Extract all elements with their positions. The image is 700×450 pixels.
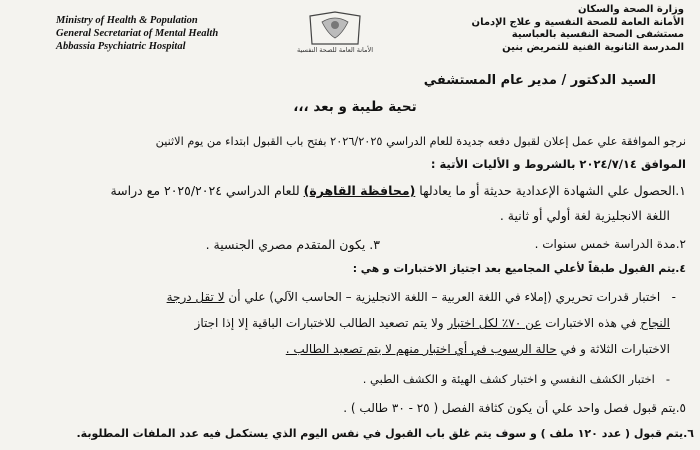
ministry-name-ar: وزارة الصحة والسكان [577,4,684,15]
bullet-dash-icon: - [658,372,670,386]
item1-governorate: (محافظة القاهرة) [303,183,416,198]
test1-text: اختبار قدرات تحريري (إملاء في اللغة العربية – اللغة الانجليزية – الحاسب الآلي) علي أن [228,290,661,304]
condition-item-3: ٣. يكون المتقدم مصري الجنسية . [205,237,380,252]
test1-percentage: عن ٧٠٪ لكل اختبار [447,316,542,330]
test1-min-grade: لا تقل درجة [166,290,225,304]
ministry-name-en: Ministry of Health & Population [56,15,198,26]
secretariat-name-ar: الأمانة العامة للصحة النفسية و علاج الإدمان [471,16,684,28]
test-1-line-3 [286,342,670,356]
hospital-name-ar: مستشفى الصحة النفسية بالعباسية [511,29,684,40]
condition-item-2: ٢.مدة الدراسة خمس سنوات . [534,237,686,251]
hospital-logo [290,10,380,58]
logo-caption: الأمانة العامة للصحة النفسية [296,46,374,54]
item1-text-a: ١.الحصول علي الشهادة الإعدادية حديثة أو ما يعادلها [419,183,686,198]
condition-item-1 [110,183,686,198]
condition-item-4-title: ٤.يتم القبول طبقاً لأعلي المجاميع بعد اجتياز الاختبارات و هي : [352,262,686,275]
secretariat-name-en: General Secretariat of Mental Health [56,28,219,39]
condition-item-1-cont: اللغة الانجليزية لغة أولي أو ثانية . [499,208,670,223]
item1-text-b: للعام الدراسي ٢٠٢٥/٢٠٢٤ مع دراسة [110,183,300,198]
test-2 [363,372,670,386]
condition-item-5: ٥.يتم قبول فصل واحد علي أن يكون كثافة الفصل ( ٢٥ - ٣٠ طالب ) . [343,401,686,415]
test-1-line-1 [167,290,676,304]
hospital-name-en: Abbassia Psychiatric Hospital [56,41,186,52]
letterhead-arabic [454,4,684,54]
test1-promotion: ولا يتم تصعيد الطالب للاختبارات الباقية إلا إذا اجتاز [194,316,444,330]
test2-text: اختبار الكشف النفسي و اختبار كشف الهيئة و الكشف الطبي . [362,372,655,386]
test1-pass-word: النجاح [640,316,670,330]
bullet-dash-icon: - [664,290,676,304]
greeting: تحية طيبة و بعد ،،، [293,99,417,115]
intro-line-1: نرجو الموافقة علي عمل إعلان لقبول دفعه جديدة للعام الدراسي ٢٠٢٦/٢٠٢٥ بفتح باب القبول ابتداء من يوم الاثنين [155,135,686,148]
test1-three-tests: الاختبارات الثلاثة و في [560,342,670,356]
intro-line-2: الموافق ٢٠٢٤/٧/١٤ بالشروط و الأليات الأتية : [430,157,686,171]
school-name-ar: المدرسة الثانوية الفنية للتمريض بنين [502,41,684,53]
condition-item-6: ٦.يتم قبول ( عدد ١٢٠ ملف ) و سوف يتم غلق باب القبول في نفس اليوم الذي يستكمل فيه عدد الملفات المطلوبة. [76,427,694,440]
test1-fail-rule: حالة الرسوب في أي اختبار منهم لا يتم تصعيد الطالب . [285,342,557,356]
addressee: السيد الدكتور / مدير عام المستشفي [423,73,656,88]
letterhead-english [56,14,276,53]
test1-in-tests: في هذه الاختبارات [545,316,637,330]
test-1-line-2 [195,316,670,330]
